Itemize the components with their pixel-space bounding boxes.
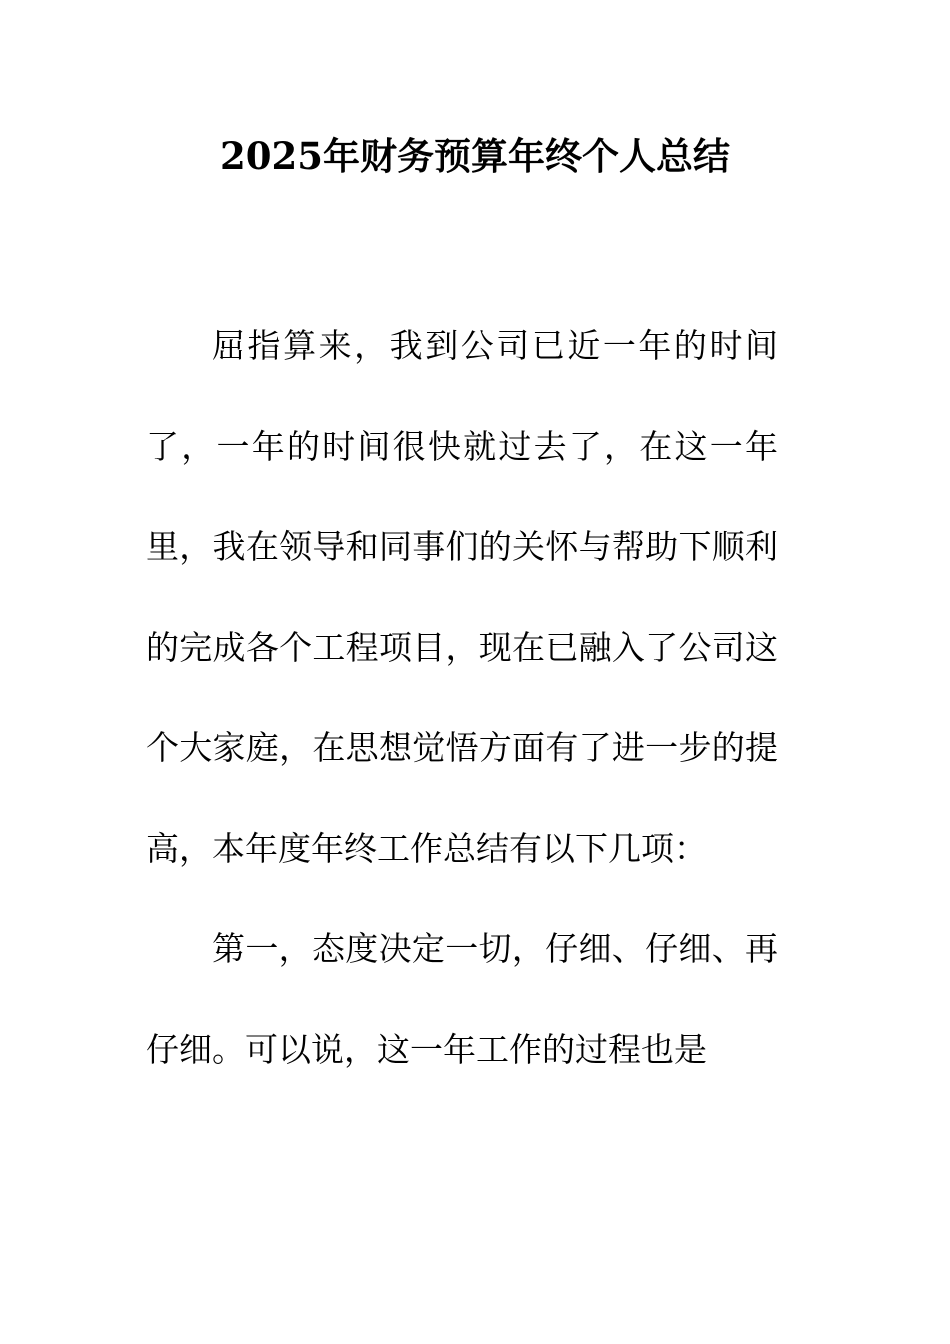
paragraph-first-point: 第一，态度决定一切，仔细、仔细、再仔细。可以说，这一年工作的过程也是 [146,929,778,1069]
document-title: 2025年财务预算年终个人总结 [220,134,730,178]
document-body [146,296,778,1100]
paragraph-intro: 屈指算来，我到公司已近一年的时间了，一年的时间很快就过去了，在这一年里，我在领导和同事们的关怀与帮助下顺利的完成各个工程项目，现在已融入了公司这个大家庭，在思想觉悟方面有了进一步的提高，本年度年终工作总结有以下几项： [146,326,778,868]
